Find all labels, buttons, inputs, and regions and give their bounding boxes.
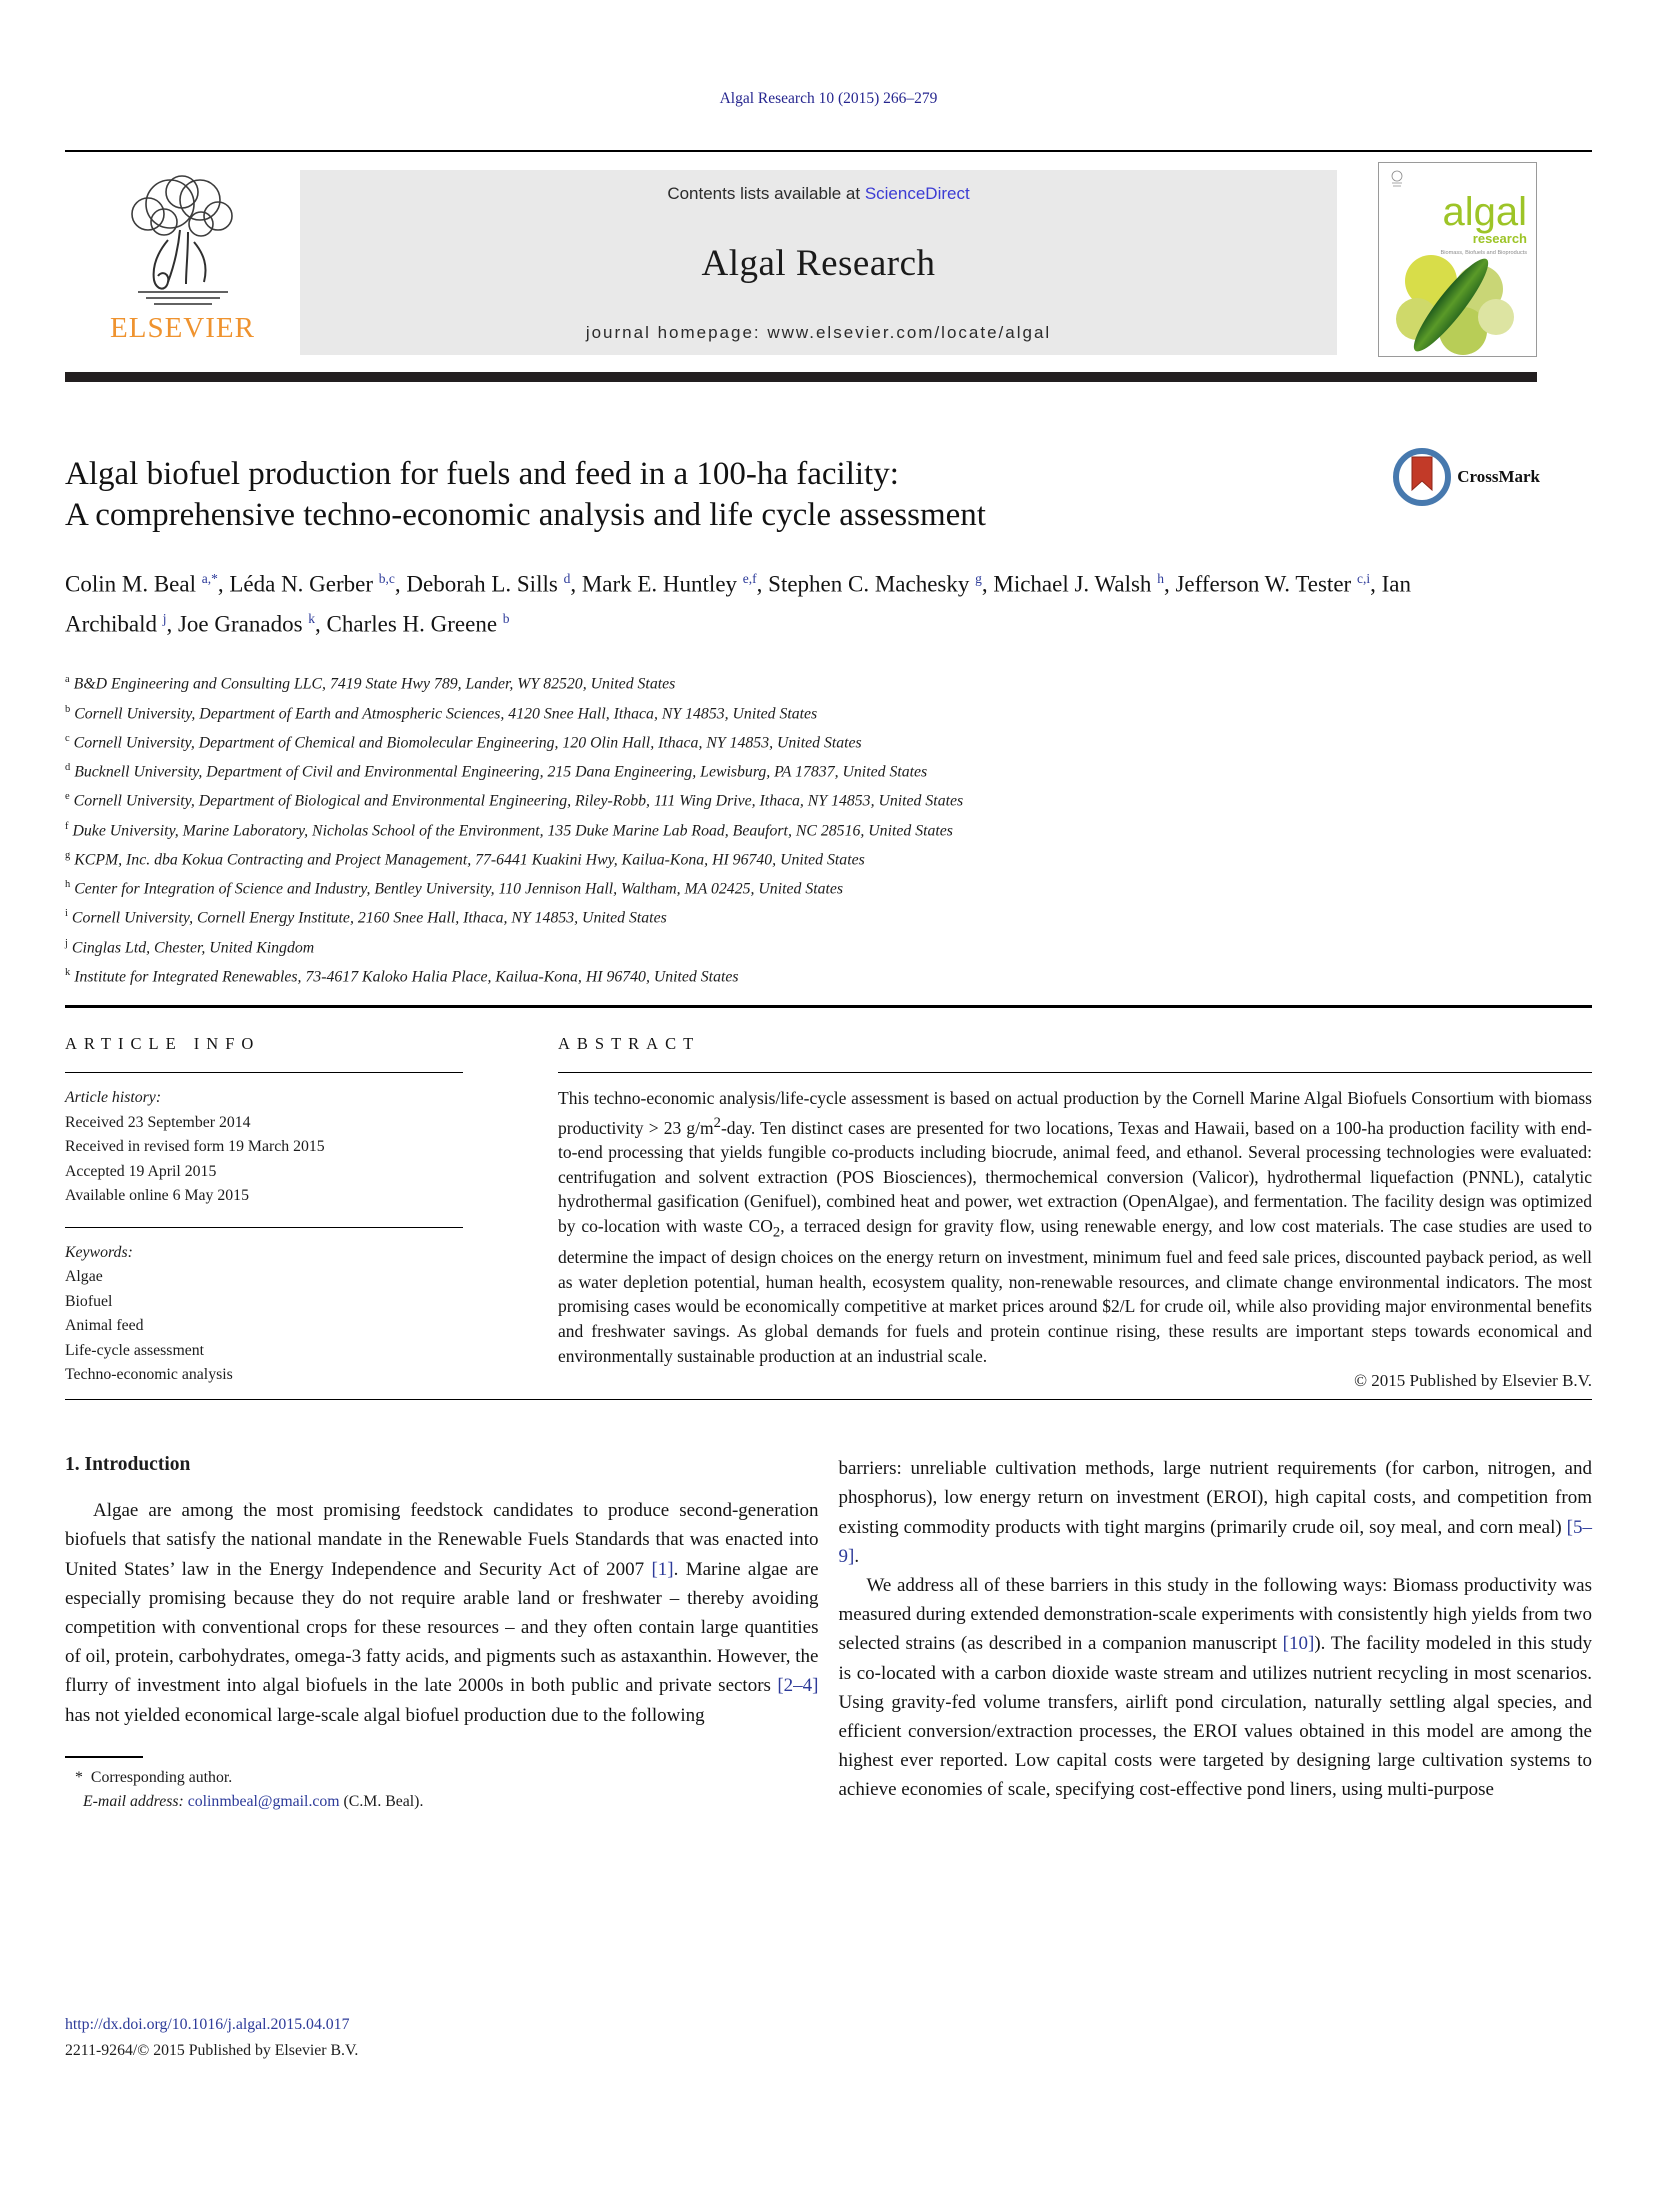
cover-subtitle-text: research (1472, 231, 1527, 246)
page-footer (65, 2012, 358, 2064)
info-abstract-section (65, 1008, 1592, 1391)
crossmark-label: CrossMark (1457, 467, 1540, 486)
journal-cover-thumbnail (1378, 162, 1537, 357)
affiliation-list (65, 667, 1592, 989)
cover-title-text: algal (1442, 190, 1527, 234)
crossmark-icon (1393, 448, 1451, 506)
abstract-header: ABSTRACT (558, 1034, 701, 1054)
article-title (65, 454, 1335, 536)
contents-prefix: Contents lists available at (667, 184, 865, 203)
crossmark-badge[interactable] (1393, 448, 1540, 506)
affiliation: $^h$ Center for Integration of Science and Industry, Bentley University, 110 Jennison Hall, Waltham, MA 02425, United States (65, 879, 844, 898)
masthead-journal-title: Algal Research (701, 243, 936, 284)
footnote-divider (65, 1756, 143, 1758)
masthead-black-bar (65, 372, 1537, 382)
introduction-section (65, 1454, 1592, 1815)
article-title-line1: Algal biofuel production for fuels and feed in a 100-ha facility: (65, 456, 899, 492)
keywords-label: Keywords: (65, 1243, 133, 1261)
email-link[interactable]: colinmbeal@gmail.com (187, 1793, 340, 1811)
author: Joe Granados (177, 611, 309, 637)
affiliation: $^k$ Institute for Integrated Renewables, 73-4617 Kaloko Halia Place, Kailua-Kona, HI 96740, United States (65, 966, 739, 986)
affiliation: $^e$ Cornell University, Department of Biological and Environmental Engineering, Riley-Robb, 111 Wing Drive, Ithaca, NY 14853, United States (65, 791, 964, 810)
history-line: Accepted 19 April 2015 (65, 1162, 217, 1180)
journal-masthead (65, 170, 1592, 355)
citation-ref-5-9[interactable]: [5–9] (838, 1516, 1592, 1567)
cover-tagline-text: Biomass, Biofuels and Bioproducts (1440, 250, 1527, 256)
citation-ref-1[interactable]: [1] (651, 1558, 674, 1580)
author: Charles H. Greene (326, 611, 503, 637)
elsevier-logo (65, 170, 300, 355)
history-line: Received in revised form 19 March 2015 (65, 1138, 325, 1156)
article-info-header: ARTICLE INFO (65, 1034, 261, 1054)
keyword: Algae (65, 1268, 103, 1286)
intro-paragraph: barriers: unreliable cultivation methods, large nutrient requirements (for carbon, nitrogen, and phosphorus), low energy return on investment (EROI), high capital costs, and competition from existing commodity products with tight margins (primarily crude oil, soy meal, and corn meal) [5–9]. (838, 1458, 1592, 1567)
divider (65, 1227, 463, 1228)
section-heading: 1. Introduction (65, 1454, 191, 1476)
keyword: Animal feed (65, 1317, 144, 1335)
journal-citation: Algal Research 10 (2015) 266–279 (719, 90, 938, 107)
author: Mark E. Huntley (581, 571, 743, 597)
issn-copyright-line: 2211-9264/© 2015 Published by Elsevier B.V. (65, 2042, 359, 2059)
email-note: E-mail address: colinmbeal@gmail.com (C.M. Beal). (83, 1793, 424, 1811)
footnote-block (65, 1756, 819, 1815)
svg-text:algal (1442, 190, 1527, 234)
elsevier-wordmark: ELSEVIER (110, 312, 255, 344)
affiliation: $^c$ Cornell University, Department of Chemical and Biomolecular Engineering, 120 Olin Hall, Ithaca, NY 14853, United States (65, 732, 862, 752)
keyword: Biofuel (65, 1292, 113, 1310)
author: Stephen C. Machesky (768, 571, 976, 597)
article-history-label: Article history: (65, 1089, 162, 1107)
affiliation: $^j$ Cinglas Ltd, Chester, United Kingdom (65, 937, 315, 956)
author: Jefferson W. Tester (1175, 571, 1357, 597)
affiliation: $^d$ Bucknell University, Department of Civil and Environmental Engineering, 215 Dana Engineering, Lewisburg, PA 17837, United States (65, 762, 928, 781)
corresponding-author-note: * Corresponding author. (75, 1768, 233, 1786)
author-list: Colin M. Beal $^{a,*}$, Léda N. Gerber $^{b,c}$, Deborah L. Sills $^d$, Mark E. Huntley $^{e,f}$, Stephen C. Machesky $^g$, Michael J. Walsh $^h$, Jefferson W. Tester $^{c,i}$, Ian Archibald $^j$, Joe Granados $^k$, Charles H. Greene $^b$ (65, 571, 1411, 637)
affiliation: $^f$ Duke University, Marine Laboratory, Nicholas School of the Environment, 135 Duke Marine Lab Road, Beaufort, NC 28516, United States (65, 820, 953, 839)
doi-link[interactable]: http://dx.doi.org/10.1016/j.algal.2015.04.017 (65, 2016, 350, 2033)
cover-blob-art (1396, 251, 1514, 356)
affiliation: $^a$ B&D Engineering and Consulting LLC, 7419 State Hwy 789, Lander, WY 82520, United States (65, 674, 676, 693)
affiliation: $^g$ KCPM, Inc. dba Kokua Contracting and Project Management, 77-6441 Kuakini Hwy, Kailua-Kona, HI 96740, United States (65, 849, 865, 869)
intro-left-column (65, 1454, 819, 1815)
affiliation: $^b$ Cornell University, Department of Earth and Atmospheric Sciences, 4120 Snee Hall, Ithaca, NY 14853, United States (65, 703, 818, 722)
masthead-gray-panel (300, 170, 1337, 355)
intro-paragraph: Algae are among the most promising feedstock candidates to produce second-generation biofuels that satisfy the national mandate in the Renewable Fuels Standards that was enacted into United States’ law in the Energy Independence and Security Act of 2007 [1]. Marine algae are especially promising because they do not require arable land or freshwater – thereby avoiding competition with conventional crops for these resources – and they often contain large quantities of oil, protein, carbohydrates, omega-3 fatty acids, and pigments such as astaxanthin. However, the flurry of investment into algal biofuels in the late 2000s in both public and private sectors [2–4] has not yielded economical large-scale algal biofuel production due to the following (65, 1500, 819, 1726)
contents-line (667, 184, 969, 204)
journal-homepage-link[interactable]: journal homepage: www.elsevier.com/locate/algal (585, 323, 1052, 342)
article-info-column (65, 1034, 463, 1391)
history-line: Available online 6 May 2015 (65, 1187, 249, 1205)
author: Michael J. Walsh (993, 571, 1158, 597)
author: Colin M. Beal (65, 571, 202, 597)
journal-cover-art (1379, 163, 1536, 356)
divider (558, 1072, 1592, 1073)
divider-top (65, 150, 1592, 152)
abstract-column (558, 1034, 1592, 1391)
abstract-text: This techno-economic analysis/life-cycle assessment is based on actual production by the Cornell Marine Algal Biofuels Consortium with biomass productivity > 23 $g/m^2$-day. Ten distinct cases are presented for two locations, Texas and Hawaii, based on a 100-ha production facility with end-to-end processing that yields fungible co-products including biocrude, animal feed, and ethanol. Several processing technologies were evaluated: centrifugation and solvent extraction (POS Biosciences), thermochemical conversion (Valicor), hydrothermal liquefaction (PNNL), catalytic hydrothermal gasification (Genifuel), combined heat and power, wet extraction (OpenAlgae), and fermentation. The facility design was optimized by co-location with waste $CO_2$, a terraced design for gravity flow, using renewable energy, and low cost materials. The case studies are used to determine the impact of design choices on the energy return on investment, minimum fuel and feed sale prices, discounted payback period, as well as water depletion potential, human health, ecosystem quality, non-renewable resources, and climate change environmental indicators. The most promising cases would be economically competitive at market prices around $2/L for crude oil, while also providing major environmental benefits and freshwater savings. As global demands for fuels and protein continue rising, these results are important steps towards economical and environmentally sustainable production at an industrial scale. (558, 1088, 1593, 1366)
history-line: Received 23 September 2014 (65, 1113, 251, 1131)
copyright-line: © 2015 Published by Elsevier B.V. (1354, 1371, 1592, 1391)
divider (65, 1072, 463, 1073)
citation-ref-10[interactable]: [10] (1282, 1633, 1315, 1655)
article-title-line2: A comprehensive techno-economic analysis and life cycle assessment (65, 497, 986, 533)
sciencedirect-link[interactable]: ScienceDirect (864, 184, 970, 203)
author: Deborah L. Sills (406, 571, 564, 597)
elsevier-tree-icon (108, 170, 258, 314)
keyword: Techno-economic analysis (65, 1366, 233, 1384)
intro-right-column (839, 1454, 1593, 1815)
affiliation: $^i$ Cornell University, Cornell Energy Institute, 2160 Snee Hall, Ithaca, NY 14853, United States (65, 908, 667, 927)
author: Ian Archibald (65, 571, 1411, 637)
intro-paragraph: We address all of these barriers in this study in the following ways: Biomass productivity was measured during extended demonstration-scale experiments with consistently high yields from two selected strains (as described in a companion manuscript [10]). The facility modeled in this study is co-located with a carbon dioxide waste stream and utilizes nutrient recycling in most scenarios. Using gravity-fed volume transfers, airlift pond circulation, naturally settling algal species, and efficient conversion/extraction processes, the EROI values obtained in this model are among the highest ever reported. Low capital costs were targeted by designing large cultivation systems to achieve economies of scale, specifying cost-effective pond liners, using multi-purpose (838, 1574, 1592, 1801)
divider (65, 1399, 1592, 1400)
keyword: Life-cycle assessment (65, 1341, 205, 1359)
citation-ref-2-4[interactable]: [2–4] (777, 1675, 819, 1697)
author: Léda N. Gerber (229, 571, 379, 597)
